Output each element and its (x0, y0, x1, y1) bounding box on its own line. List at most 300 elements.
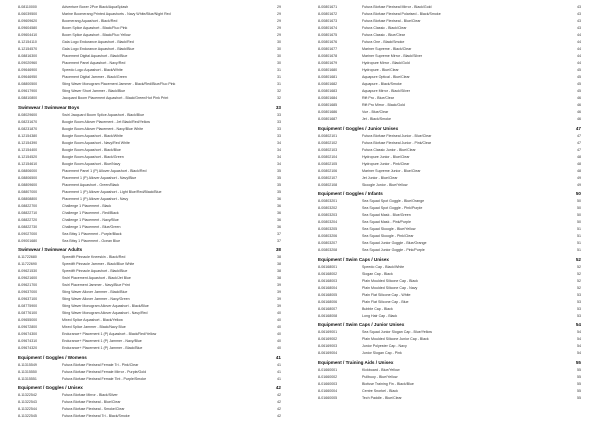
product-description: Hydropure Junior - Blue/Clear (362, 154, 410, 159)
catalog-row (18, 238, 281, 245)
product-description: Long Hair Cap - Black (362, 313, 398, 318)
catalog-row (18, 406, 281, 413)
sku-code: 8-00801673 (318, 19, 338, 23)
page-number: 30 (277, 61, 281, 65)
catalog-row (18, 289, 281, 296)
product-description: Marine Boomerang Printed Aquashorts - Navy White/Blue/Night Red (62, 12, 171, 16)
right-column (318, 4, 581, 402)
page-number: 53 (577, 299, 581, 304)
catalog-row (318, 11, 581, 18)
page-number: 49 (577, 182, 581, 187)
sku-code: 8-00803203 (318, 213, 338, 217)
product-description: Centre Snorkel - Black (362, 388, 398, 393)
product-description: Futura One - Black/Smoke (362, 40, 405, 44)
page-number: 49 (577, 175, 581, 180)
catalog-row (318, 161, 581, 168)
product-description: Hydropure Junior - Pink/Clear (362, 161, 410, 166)
sku-code: 8-08807000 (18, 189, 38, 194)
page-number: 42 (277, 407, 281, 411)
catalog-row (18, 168, 281, 175)
product-description: Futura Classic - Black/Clear (362, 26, 407, 30)
product-description: Sea Bitsy 1 Placement - Purple/Black (62, 231, 122, 236)
sku-code: 8-00802101 (318, 133, 338, 138)
catalog-row (18, 32, 281, 39)
catalog-row (18, 317, 281, 324)
product-description: Aquapure Mirror - Black/Silver (362, 89, 410, 93)
sku-code: 8-08029600 (18, 112, 38, 117)
sku-code: 8-06168006 (318, 299, 338, 304)
page-number: 42 (277, 400, 281, 404)
product-description: Sea Squad Skoogle - Pink/Clear (362, 234, 414, 238)
catalog-row (318, 313, 581, 320)
sku-code: 8-00803201 (318, 199, 338, 203)
catalog-row (18, 224, 281, 231)
product-description: Mariner Supreme - Black/Clear (362, 47, 412, 51)
section-page-number: 52 (575, 256, 581, 262)
page-number: 31 (277, 75, 281, 79)
sku-code: 8-00801677 (318, 47, 338, 51)
sku-code: 8-00801678 (318, 54, 338, 58)
product-description: Futura Biofuse Mirror - Black/Silver (62, 393, 118, 397)
sku-code: 8-11322543 (18, 400, 37, 404)
section-title: Equipment / Training Aids / Unisex (318, 359, 394, 365)
sku-code: 8-09674310 (18, 339, 38, 343)
catalog-row (18, 133, 281, 140)
page-number: 38 (277, 262, 281, 266)
product-description: Sea Squad Junior Goggle - Pink/Purple (362, 248, 425, 252)
sku-code: 8-00802103 (318, 147, 338, 152)
page-number: 33 (277, 119, 281, 124)
catalog-row (18, 303, 281, 310)
section-title: Equipment / Goggles / Womens (18, 354, 87, 360)
page-number: 54 (577, 330, 581, 334)
product-description: Boogie Boom Allover Placement - Navy/Blue White (62, 126, 144, 131)
page-number: 54 (577, 337, 581, 341)
page-number: 50 (577, 220, 581, 224)
catalog-row (18, 413, 281, 420)
product-description: Placement Digital Jammer - Black/Green (62, 75, 127, 79)
page-number: 43 (577, 5, 581, 9)
catalog-row (318, 175, 581, 182)
catalog-row (18, 345, 281, 352)
catalog-row (18, 175, 281, 182)
product-description: Futura Biofuse Flexiseal Junior - Blue/Clear (362, 133, 432, 138)
section-heading (18, 352, 281, 362)
catalog-row (18, 217, 281, 224)
catalog-row (18, 338, 281, 345)
product-description: Placement Panel 1 (P) Allover Aquashort - Black/Red (62, 168, 147, 173)
section-title: Equipment / Swim Caps / Junior Unisex (318, 322, 405, 327)
sku-code: 8-00801683 (318, 89, 338, 93)
catalog-row (318, 278, 581, 285)
section-title: Swimwear / Swimwear Adults (18, 247, 83, 252)
product-description: Sea Bitsy 1 Placement - Ocean Blue (62, 238, 121, 243)
sku-code: 8-00803208 (318, 248, 338, 252)
sku-code: 8-00803205 (318, 227, 338, 231)
catalog-row (18, 46, 281, 53)
product-description: Hydropure - Blue/Clear (362, 68, 399, 72)
sku-code: 8-09674320 (18, 346, 38, 350)
section-title: Equipment / Swim Caps / Unisex (318, 256, 389, 262)
page-number: 39 (277, 304, 281, 308)
section-page-number: 47 (575, 125, 581, 131)
page-number: 40 (277, 318, 281, 322)
page-number: 35 (277, 182, 281, 187)
page-number: 48 (577, 154, 581, 159)
sku-code: 8-00801684 (318, 96, 338, 100)
page-number: 51 (577, 234, 581, 238)
catalog-row (318, 81, 581, 88)
catalog-row (318, 18, 581, 25)
catalog-row (318, 264, 581, 271)
page-number: 40 (277, 332, 281, 336)
catalog-row (18, 310, 281, 317)
page-number: 48 (577, 168, 581, 173)
sku-code: 8-06168003 (318, 278, 338, 283)
page-number: 29 (277, 12, 281, 16)
catalog-row (18, 161, 281, 168)
product-description: Sea Squad Mask - Pink/Purple (362, 220, 411, 224)
product-description: Futura Classic Junior - Blue/Clear (362, 147, 416, 152)
sku-code: 8-09621700 (18, 283, 38, 287)
catalog-row (318, 329, 581, 336)
page-number: 33 (277, 133, 281, 138)
sku-code: 8-00802105 (318, 161, 338, 166)
sku-code: 8-08822710 (18, 210, 38, 215)
product-description: Challenge 1 Placement - Blue/Green (62, 224, 121, 229)
sku-code: 8-11315550 (18, 369, 37, 374)
section-page-number: 33 (275, 104, 281, 110)
catalog-row (318, 388, 581, 395)
catalog-row (318, 4, 581, 11)
catalog-row (318, 350, 581, 357)
product-description: Sea Squad Spot Goggle - Pink/Purple (362, 206, 423, 210)
section-title: Swimwear / Swimwear Boys (18, 104, 80, 110)
page-number: 39 (277, 297, 281, 301)
product-description: Futura Biofuse Flexiseal Mirror - Black/Gold (362, 5, 432, 9)
page-number: 35 (277, 175, 281, 180)
page-number: 34 (277, 147, 281, 152)
page-number: 55 (577, 395, 581, 400)
catalog-row (18, 119, 281, 126)
product-description: Jacquard Boom Placement Aquashort - Black/Green/Hot Pink Print (62, 96, 169, 100)
product-description: Rift Pro Mirror - Black/Gold (362, 103, 405, 107)
catalog-row (318, 271, 581, 278)
catalog-row (18, 261, 281, 268)
sku-code: 8-09672800 (18, 325, 38, 329)
page-number: 46 (577, 110, 581, 114)
product-description: Jet - Black/Smoke (362, 117, 391, 121)
page-number: 34 (277, 140, 281, 145)
page-number: 53 (577, 306, 581, 311)
sku-code: 8-09604580 (18, 26, 38, 30)
catalog-row (318, 39, 581, 46)
catalog-row (318, 367, 581, 374)
product-description: Boomerang Aquashort - Black/Red (62, 19, 118, 23)
product-description: Slogan Cap - Black (362, 271, 393, 276)
section-page-number: 54 (575, 322, 581, 327)
sku-code: 8-00802102 (318, 140, 338, 145)
catalog-row (18, 4, 281, 11)
product-description: Boogie Boom Aquashort - Black/Blue (62, 147, 121, 152)
catalog-row (318, 292, 581, 299)
product-description: Gala Logo Endurance Aquashort - Black/Blue (62, 47, 135, 51)
product-description: Endurance+ Placement 1 (P) Aquashort - Black/Red/Yellow (62, 332, 157, 336)
product-description: Sea Squad Junior Slogan Cap - Blue/Yellow (362, 330, 432, 334)
product-description: Futura Biofuse Flexiseal - Blue/Clear (362, 19, 421, 23)
product-description: Rift Pro - Blue/Clear (362, 96, 394, 100)
page-number: 37 (277, 231, 281, 236)
catalog-row (18, 282, 281, 289)
sku-code: 8-09027000 (18, 231, 38, 236)
sku-code: 8-08822720 (18, 217, 38, 222)
page-number: 36 (277, 217, 281, 222)
section-title: Equipment / Goggles / Infants (318, 191, 383, 196)
sku-code: 8-00803202 (318, 206, 338, 210)
catalog-row (18, 60, 281, 67)
sku-code: 8-00801679 (318, 61, 338, 65)
sku-code: 8-00802106 (318, 168, 338, 173)
catalog-row (318, 233, 581, 240)
product-description: Endurance+ Placement 1 (P) Jammer - Black/Blue (62, 346, 143, 350)
sku-code: 8-12154390 (18, 140, 38, 145)
catalog-row (318, 299, 581, 306)
catalog-row (318, 343, 581, 350)
sku-code: 8-09604410 (18, 33, 38, 37)
product-description: Placement 1 (P) Allover Aquashort - Navy/Blue (62, 175, 137, 180)
product-description: Sting Waver Monogram Placement Jammer - Black/Red/Blue/Fluo Pink (62, 82, 176, 86)
page-number: 47 (577, 140, 581, 145)
catalog-row (318, 95, 581, 102)
product-description: Plain Moulded Silicone Cap - Black (362, 278, 418, 283)
sku-code: 8-09646950 (18, 75, 38, 79)
page-number: 51 (577, 241, 581, 245)
sku-code: 8-06169004 (318, 351, 338, 355)
catalog-row (318, 374, 581, 381)
section-heading (18, 102, 281, 112)
catalog-row (318, 147, 581, 154)
catalog-row (318, 212, 581, 219)
product-description: Futura Biofuse Flexiseal Tri - Black/Smoke (62, 414, 130, 418)
sku-code: 8-08822700 (18, 203, 38, 208)
catalog-row (318, 67, 581, 74)
catalog-row (318, 395, 581, 402)
sku-code: 8-09637100 (18, 297, 38, 301)
catalog-row (18, 147, 281, 154)
page-number: 31 (277, 68, 281, 72)
page-number: 51 (577, 248, 581, 252)
sku-code: 8-00802104 (318, 154, 338, 159)
page-number: 31 (277, 82, 281, 86)
catalog-row (18, 231, 281, 238)
product-description: Sting Waver Allover Jammer - Navy/Green (62, 297, 130, 301)
sku-code: 8-06168005 (318, 292, 338, 297)
catalog-row (18, 254, 281, 261)
product-description: Hydropure Mirror - Black/Gold (362, 61, 410, 65)
catalog-row (318, 182, 581, 189)
page-number: 55 (577, 374, 581, 379)
product-description: Boogie Boom Allover Placement - Jet Black/Red/Yellow (62, 119, 150, 124)
sku-code: 8-06168008 (318, 313, 338, 318)
sku-code: 8-09609620 (18, 19, 38, 23)
product-description: Boogie Boom Aquashort - Blue/Navy (62, 161, 121, 166)
product-description: Sting Waver Allover Jammer - Black/Blue (62, 290, 128, 294)
sku-code: 8-11315551 (18, 376, 37, 381)
sku-code: 8-00801685 (318, 103, 338, 107)
sku-code: 8-00801672 (318, 12, 338, 16)
product-description: Sea Squad Spot Goggle - Blue/Orange (362, 199, 425, 203)
sku-code: 8-09637000 (18, 290, 38, 294)
product-description: Futura Biofuse Flexiseal Polarised - Black/Smoke (362, 12, 441, 16)
catalog-row (318, 198, 581, 205)
page-number: 46 (577, 117, 581, 121)
sku-code: 8-08231870 (18, 126, 38, 131)
page-number: 38 (277, 269, 281, 273)
sku-code: 8-08808800 (18, 196, 38, 201)
product-description: Speedo Cap - Black/White (362, 264, 405, 269)
page-number: 35 (277, 168, 281, 173)
sku-code: 8-00801682 (318, 82, 338, 86)
catalog-row (318, 381, 581, 388)
section-heading (318, 320, 581, 330)
page-number: 32 (277, 96, 281, 100)
sku-code: 8-08809600 (18, 182, 38, 187)
sku-code: 8-11722680 (18, 255, 37, 259)
catalog-row (18, 331, 281, 338)
catalog-row (318, 336, 581, 343)
sku-code: 8-08822730 (18, 224, 38, 229)
catalog-row (18, 88, 281, 95)
page-number: 40 (277, 339, 281, 343)
product-description: Mariner Supreme Mirror - Black/Silver (362, 54, 423, 58)
catalog-row (318, 205, 581, 212)
page-number: 29 (277, 33, 281, 37)
sku-code: 8-09001680 (18, 238, 38, 243)
product-description: Plain Moulded Silicone Cap - Navy (362, 285, 418, 290)
sku-code: 8-09020960 (18, 61, 38, 65)
sku-code: 8-11322542 (18, 393, 37, 397)
section-heading (318, 357, 581, 367)
product-description: Bubble Cap - Black (362, 306, 393, 311)
page-number: 36 (277, 210, 281, 215)
product-description: Aquapure - Black/Smoke (362, 82, 402, 86)
page-number: 52 (577, 285, 581, 290)
product-description: Speedfit Pinnacle Jammer - Black/Blue White (62, 262, 135, 266)
product-description: Futura Biofuse Flexiseal Female Tint - Purple/Smoke (62, 376, 147, 381)
page-number: 33 (277, 112, 281, 117)
sku-code: 8-01660004 (318, 388, 338, 393)
page-number: 42 (277, 414, 281, 418)
product-description: Placement Digital Aquashort - Black/Blue (62, 54, 128, 58)
page-number: 43 (577, 12, 581, 16)
product-description: Plain Flat Silicone Cap - White (362, 292, 411, 297)
page-number: 38 (277, 276, 281, 280)
sku-code: 8-09646900 (18, 68, 38, 72)
sku-code: 8-06169002 (318, 337, 338, 341)
page-number: 35 (277, 189, 281, 194)
page-number: 32 (277, 89, 281, 93)
section-title: Equipment / Goggles / Junior Unisex (318, 125, 399, 131)
page-number: 53 (577, 292, 581, 297)
page-number: 33 (277, 126, 281, 131)
sku-code: 8-00801686 (318, 110, 338, 114)
product-description: Aquapure Optical - Blue/Clear (362, 75, 410, 79)
sku-code: 8-00801676 (318, 40, 338, 44)
page-number: 43 (577, 26, 581, 30)
product-description: Biofuse Training Fin - Black/Blue (362, 381, 414, 386)
product-description: Placement Panel Aquashort - Navy/Red (62, 61, 126, 65)
page-number: 43 (577, 19, 581, 23)
sku-code: 8-11722690 (18, 262, 37, 266)
catalog-row (318, 226, 581, 233)
catalog-row (18, 376, 281, 383)
catalog-row (318, 53, 581, 60)
catalog-row (18, 67, 281, 74)
catalog-row (18, 369, 281, 376)
page-number: 40 (277, 346, 281, 350)
page-number: 42 (277, 393, 281, 397)
product-description: Vue - Blue/Clear (362, 110, 389, 114)
page-number: 44 (577, 54, 581, 58)
product-description: Mixed Splice Aquashort - Black/Yellow (62, 318, 123, 322)
product-description: Speedo Logo Aquashort - Black/White (62, 68, 123, 72)
page-number: 36 (277, 196, 281, 201)
catalog-row (18, 268, 281, 275)
sku-code: 8-08775900 (18, 304, 38, 308)
page-number: 41 (277, 376, 281, 381)
catalog-row (318, 306, 581, 313)
sku-code: 8-00801675 (318, 33, 338, 37)
catalog-row (18, 140, 281, 147)
product-description: Challenge 1 Placement - Red/Black (62, 210, 119, 215)
sku-code: 8-08806500 (18, 175, 38, 180)
page-number: 50 (577, 206, 581, 210)
sku-code: 8-06168007 (318, 306, 338, 311)
sku-code: 8-09617900 (18, 89, 38, 93)
page-number: 55 (577, 381, 581, 386)
catalog-row (318, 102, 581, 109)
catalog-row (318, 116, 581, 123)
product-description: Junior Slogan Cap - Pink (362, 351, 402, 355)
page-number: 39 (277, 283, 281, 287)
catalog-row (18, 203, 281, 210)
product-description: Boom Splice Aquashort - Black/Fluo Yellow (62, 33, 131, 37)
product-description: Gala Logo Endurance Aquashort - Black/Red (62, 40, 134, 44)
catalog-row (18, 210, 281, 217)
product-description: Tech Paddle - Blue/Clear (362, 395, 402, 400)
page-number: 41 (277, 369, 281, 374)
catalog-row (318, 88, 581, 95)
product-description: Sea Squad Mask - Blue/Green (362, 213, 411, 217)
catalog-row (18, 112, 281, 119)
section-page-number: 55 (575, 359, 581, 365)
catalog-row (318, 25, 581, 32)
catalog-row (318, 32, 581, 39)
product-description: Jet Junior - Blue/Clear (362, 175, 398, 180)
sku-code: 8-08800500 (18, 82, 38, 86)
page-number: 55 (577, 367, 581, 372)
sku-code: 8-08231670 (18, 119, 38, 124)
sku-code: 8-00803206 (318, 234, 338, 238)
page-number: 37 (277, 238, 281, 243)
product-description: Sea Squad Skoogle - Blue/Yellow (362, 227, 416, 231)
section-heading (318, 254, 581, 264)
catalog-row (318, 140, 581, 147)
sku-code: 8-09621600 (18, 276, 38, 280)
product-description: Boom Splice Aquashort - Black/Fluo Pink (62, 26, 128, 30)
catalog-row (318, 240, 581, 247)
sku-code: 8-01660001 (318, 367, 338, 372)
